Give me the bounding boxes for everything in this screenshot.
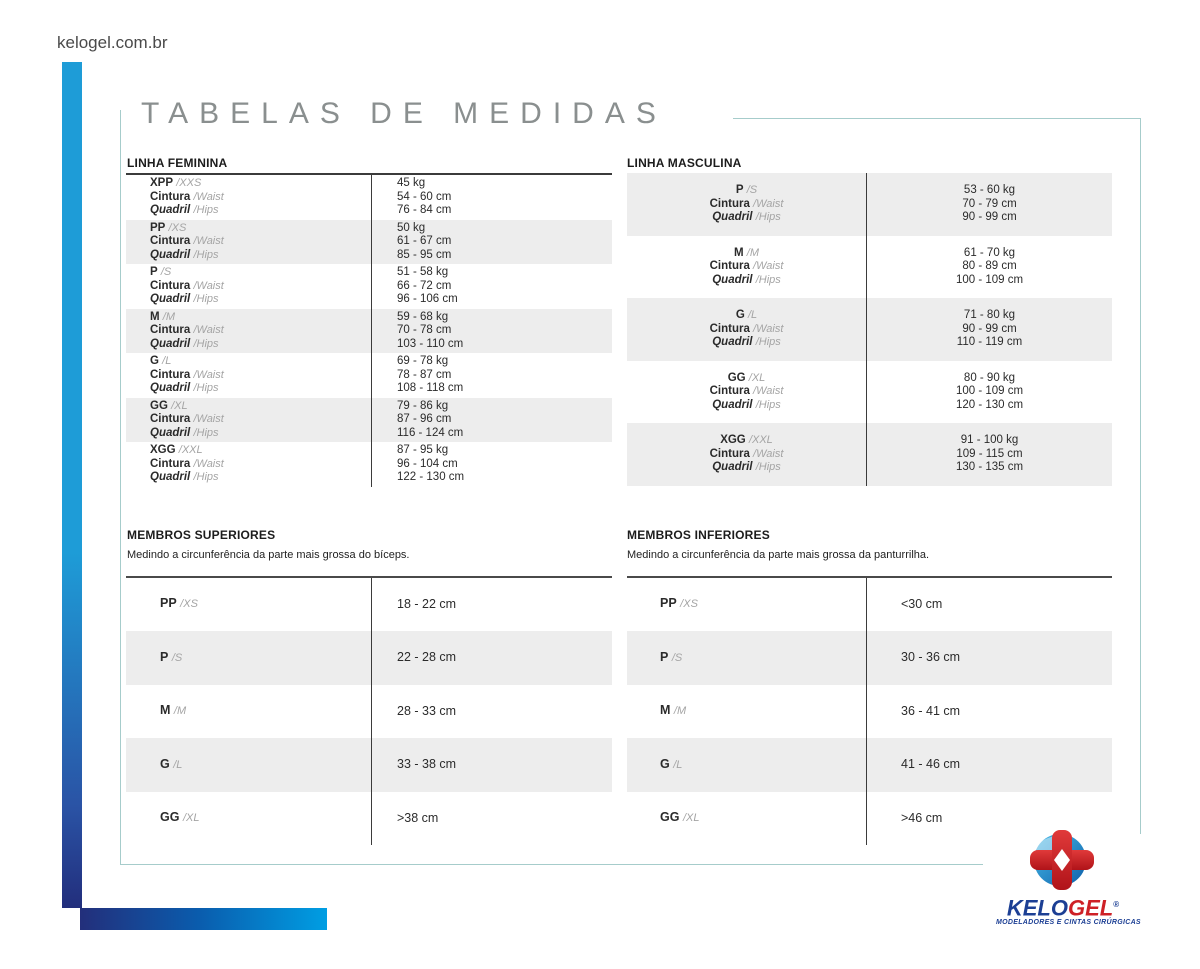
table-row: [126, 309, 612, 354]
hips-label: Quadril: [150, 426, 191, 439]
waist-alt-label: /Waist: [193, 324, 224, 336]
size-label: G: [660, 756, 670, 771]
size-alt-label: /XXL: [178, 444, 203, 456]
size-alt-label: /S: [160, 266, 172, 278]
size-alt-label: /XS: [180, 598, 198, 611]
size-label: GG: [150, 399, 168, 412]
limb-value: >46 cm: [901, 810, 943, 825]
waist-alt-label: /Waist: [193, 457, 224, 470]
table-row: [627, 423, 1112, 486]
left-accent-bar: [62, 62, 82, 908]
frame-border-top: [733, 118, 1140, 119]
weight-value: 59 - 68 kg: [397, 310, 449, 323]
limb-value: 30 - 36 cm: [901, 650, 961, 665]
size-alt-label: /XXS: [176, 177, 202, 189]
size-label: G: [150, 355, 159, 367]
table-row: [126, 631, 612, 684]
size-alt-label: /S: [171, 651, 183, 664]
weight-value: 79 - 86 kg: [397, 399, 449, 412]
brand-kelo: KELO: [1006, 895, 1068, 921]
hips-value: 116 - 124 cm: [397, 426, 464, 439]
size-alt-label: /L: [173, 758, 183, 771]
waist-label: Cintura: [709, 322, 750, 335]
weight-value: 80 - 90 kg: [963, 371, 1016, 384]
hips-value: 85 - 95 cm: [397, 248, 452, 261]
table-row: [126, 353, 612, 398]
size-alt-label: /XL: [171, 399, 188, 412]
hips-label: Quadril: [150, 382, 191, 394]
size-alt-label: /XS: [168, 221, 187, 234]
hips-alt-label: /Hips: [193, 248, 219, 261]
size-label: GG: [727, 371, 746, 384]
hips-alt-label: /Hips: [193, 382, 219, 394]
size-alt-label: /S: [671, 651, 683, 664]
table-row: [126, 578, 612, 631]
waist-label: Cintura: [150, 457, 191, 470]
table-row: [126, 442, 612, 487]
size-label: M: [733, 246, 744, 259]
hips-label: Quadril: [150, 293, 191, 305]
hips-alt-label: /Hips: [193, 471, 219, 483]
limb-value: >38 cm: [397, 810, 439, 825]
waist-alt-label: /Waist: [193, 368, 224, 381]
hips-label: Quadril: [150, 337, 191, 350]
registered-mark: ®: [1113, 900, 1120, 909]
hips-label: Quadril: [150, 471, 191, 483]
masculina-heading: LINHA MASCULINA: [627, 156, 742, 170]
limb-value: 36 - 41 cm: [901, 703, 961, 718]
hips-label: Quadril: [712, 273, 753, 286]
size-label: M: [660, 703, 671, 718]
waist-value: 70 - 78 cm: [397, 324, 452, 336]
weight-value: 87 - 95 kg: [397, 444, 449, 456]
hips-label: Quadril: [150, 248, 191, 261]
waist-value: 100 - 109 cm: [955, 385, 1024, 397]
waist-label: Cintura: [150, 324, 191, 336]
size-alt-label: /XL: [182, 812, 200, 824]
weight-value: 53 - 60 kg: [963, 184, 1016, 196]
brand-tagline: MODELADORES E CINTAS CIRÚRGICAS: [996, 919, 1141, 927]
limb-value: <30 cm: [901, 596, 943, 611]
hips-label: Quadril: [712, 336, 753, 348]
waist-alt-label: /Waist: [753, 447, 784, 460]
waist-label: Cintura: [150, 190, 191, 203]
table-row: [627, 361, 1112, 424]
waist-alt-label: /Waist: [753, 197, 784, 210]
size-alt-label: /L: [747, 309, 758, 321]
kelogel-logo: [996, 830, 1141, 927]
size-label: XGG: [720, 434, 746, 446]
table-row: [126, 220, 612, 265]
hips-value: 103 - 110 cm: [397, 337, 464, 350]
waist-value: 109 - 115 cm: [956, 447, 1023, 460]
table-row: [627, 685, 1112, 738]
hips-alt-label: /Hips: [193, 204, 219, 216]
kelogel-cross-icon: [996, 830, 1130, 890]
hips-value: 90 - 99 cm: [962, 211, 1017, 223]
hips-label: Quadril: [712, 211, 753, 223]
size-label: PP: [660, 596, 677, 611]
table-row: [627, 631, 1112, 684]
size-label: XGG: [150, 444, 176, 456]
limb-value: 18 - 22 cm: [397, 596, 457, 611]
waist-alt-label: /Waist: [753, 260, 784, 272]
site-url[interactable]: kelogel.com.br: [57, 33, 168, 52]
bottom-accent-bar: [80, 908, 327, 930]
table-row: [627, 738, 1112, 791]
hips-label: Quadril: [150, 204, 191, 216]
hips-alt-label: /Hips: [755, 211, 781, 223]
waist-value: 87 - 96 cm: [397, 413, 452, 425]
waist-value: 78 - 87 cm: [397, 368, 452, 381]
waist-alt-label: /Waist: [193, 235, 224, 247]
hips-alt-label: /Hips: [755, 273, 781, 286]
size-label: G: [160, 756, 170, 771]
hips-value: 122 - 130 cm: [397, 471, 465, 483]
waist-value: 61 - 67 cm: [397, 235, 452, 247]
hips-value: 120 - 130 cm: [955, 398, 1024, 411]
size-alt-label: /M: [173, 705, 187, 718]
weight-value: 51 - 58 kg: [397, 266, 449, 278]
table-row: [627, 173, 1112, 236]
size-label: GG: [660, 810, 680, 824]
limb-value: 28 - 33 cm: [397, 703, 457, 718]
waist-label: Cintura: [150, 279, 191, 292]
size-label: G: [735, 309, 745, 321]
hips-value: 100 - 109 cm: [955, 273, 1024, 286]
table-row: [627, 578, 1112, 631]
waist-value: 90 - 99 cm: [962, 322, 1017, 335]
size-label: P: [735, 184, 744, 196]
table-row: [126, 175, 612, 220]
table-row: [126, 398, 612, 443]
table-row: [627, 236, 1112, 299]
waist-label: Cintura: [709, 260, 750, 272]
size-alt-label: /M: [162, 310, 176, 323]
hips-alt-label: /Hips: [755, 336, 781, 348]
limb-value: 33 - 38 cm: [397, 757, 457, 772]
table-row: [126, 738, 612, 791]
size-label: GG: [160, 810, 180, 824]
waist-alt-label: /Waist: [753, 385, 784, 397]
waist-alt-label: /Waist: [193, 279, 224, 292]
hips-value: 76 - 84 cm: [397, 204, 452, 216]
table-row: [126, 685, 612, 738]
frame-border-left: [120, 110, 121, 865]
size-label: XPP: [150, 177, 174, 189]
size-label: P: [660, 649, 669, 664]
waist-value: 66 - 72 cm: [397, 279, 452, 292]
page-title: TABELAS DE MEDIDAS: [141, 97, 667, 130]
hips-label: Quadril: [712, 398, 753, 411]
size-label: M: [160, 703, 171, 718]
inferiores-table: [627, 576, 1112, 845]
inferiores-heading: MEMBROS INFERIORES: [627, 528, 770, 542]
frame-border-bottom: [120, 864, 983, 865]
waist-label: Cintura: [150, 368, 191, 381]
brand-gel: GEL: [1067, 895, 1114, 921]
hips-alt-label: /Hips: [193, 293, 219, 305]
size-alt-label: /S: [746, 184, 758, 196]
waist-label: Cintura: [709, 385, 750, 397]
waist-alt-label: /Waist: [753, 322, 784, 335]
size-alt-label: /L: [673, 758, 683, 771]
hips-label: Quadril: [712, 461, 753, 473]
hips-alt-label: /Hips: [193, 337, 219, 350]
weight-value: 50 kg: [397, 221, 426, 234]
waist-alt-label: /Waist: [193, 190, 224, 203]
weight-value: 45 kg: [397, 177, 426, 189]
size-label: P: [160, 649, 169, 664]
size-label: M: [150, 310, 160, 323]
limb-value: 22 - 28 cm: [397, 650, 457, 665]
feminina-table: [126, 173, 612, 487]
waist-label: Cintura: [150, 235, 191, 247]
superiores-heading: MEMBROS SUPERIORES: [127, 528, 276, 542]
hips-value: 130 - 135 cm: [955, 461, 1024, 473]
hips-alt-label: /Hips: [755, 398, 781, 411]
frame-border-right: [1140, 118, 1141, 834]
brand-wordmark: [996, 895, 1130, 921]
weight-value: 71 - 80 kg: [963, 309, 1016, 321]
weight-value: 91 - 100 kg: [960, 434, 1019, 446]
size-alt-label: /XXL: [748, 434, 773, 446]
waist-value: 70 - 79 cm: [962, 197, 1017, 210]
superiores-subtitle: Medindo a circunferência da parte mais grossa do bíceps.: [127, 549, 410, 561]
size-alt-label: /L: [162, 355, 172, 367]
hips-alt-label: /Hips: [755, 461, 781, 473]
weight-value: 61 - 70 kg: [963, 246, 1016, 259]
waist-alt-label: /Waist: [193, 413, 224, 425]
size-alt-label: /M: [746, 246, 760, 259]
hips-value: 96 - 106 cm: [397, 293, 458, 305]
size-label: PP: [160, 596, 177, 611]
table-row: [126, 264, 612, 309]
hips-value: 108 - 118 cm: [397, 382, 464, 394]
table-row: [126, 792, 612, 845]
feminina-heading: LINHA FEMININA: [127, 156, 228, 170]
waist-value: 96 - 104 cm: [397, 457, 458, 470]
masculina-table: [627, 173, 1112, 486]
size-alt-label: /XS: [680, 598, 698, 611]
waist-label: Cintura: [709, 447, 750, 460]
size-label: P: [150, 266, 158, 278]
weight-value: 69 - 78 kg: [397, 355, 449, 367]
waist-value: 54 - 60 cm: [397, 190, 452, 203]
waist-label: Cintura: [709, 197, 750, 210]
hips-value: 110 - 119 cm: [956, 336, 1023, 348]
size-label: PP: [150, 221, 166, 234]
inferiores-subtitle: Medindo a circunferência da parte mais grossa da panturrilha.: [627, 549, 930, 561]
waist-label: Cintura: [150, 413, 191, 425]
hips-alt-label: /Hips: [193, 426, 219, 439]
limb-value: 41 - 46 cm: [901, 757, 961, 772]
waist-value: 80 - 89 cm: [962, 260, 1017, 272]
size-alt-label: /XL: [748, 371, 766, 384]
size-alt-label: /XL: [682, 812, 700, 824]
superiores-table: [126, 576, 612, 845]
size-alt-label: /M: [673, 705, 687, 718]
table-row: [627, 298, 1112, 361]
